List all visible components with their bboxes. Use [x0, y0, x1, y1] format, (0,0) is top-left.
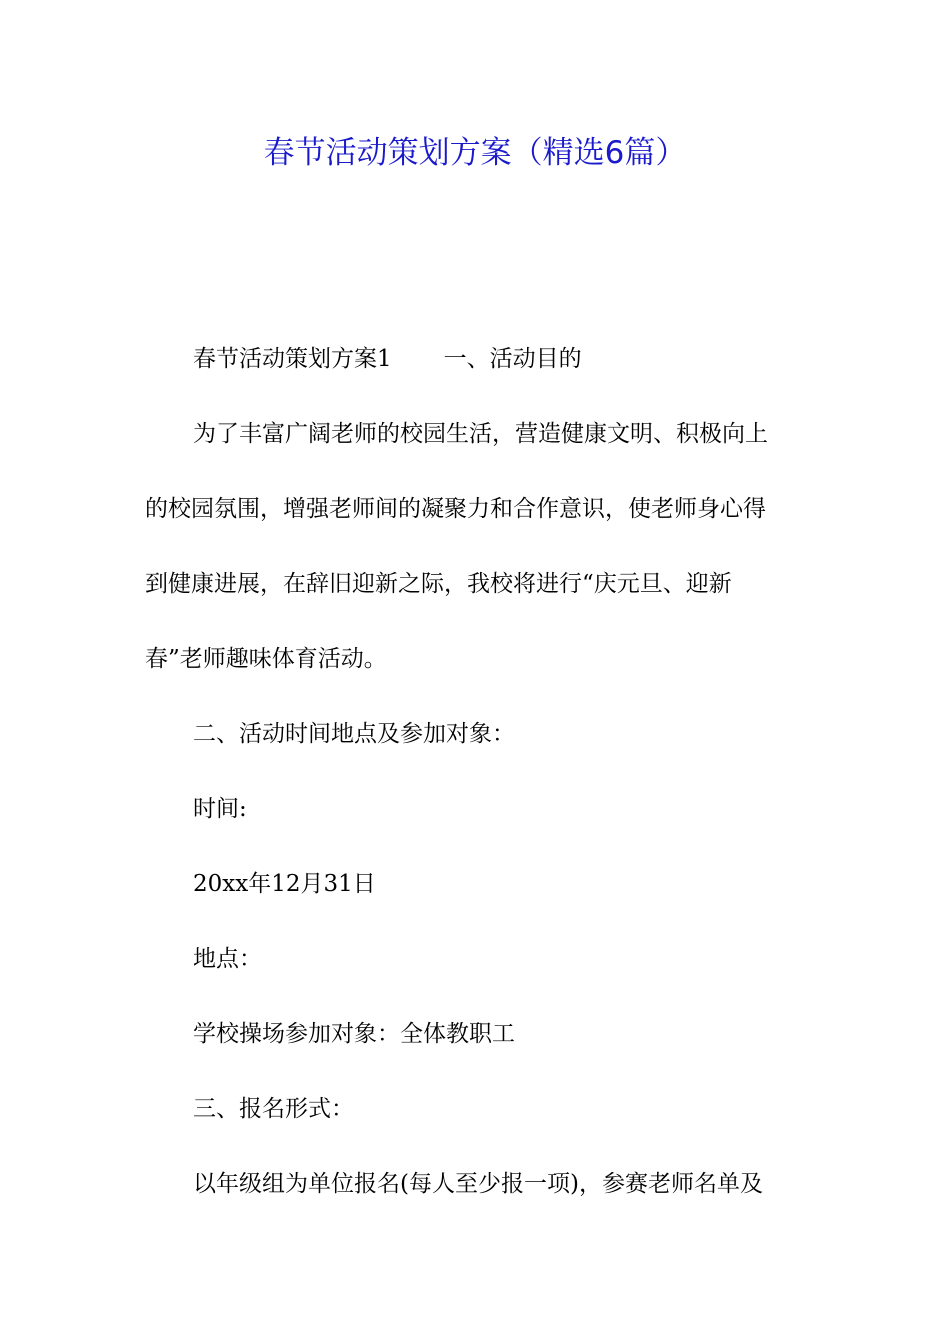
place-and-participants: 学校操场参加对象：全体教职工 — [193, 1021, 515, 1047]
event-date: 20xx年12月31日 — [193, 871, 376, 897]
paragraph-line-1: 为了丰富广阔老师的校园生活，营造健康文明、积极向上 — [193, 421, 768, 447]
signup-heading: 三、报名形式： — [193, 1096, 354, 1122]
time-place-heading: 二、活动时间地点及参加对象： — [193, 721, 515, 747]
time-label: 时间: — [193, 796, 247, 822]
document-title: 春节活动策划方案（精选6篇） — [263, 135, 687, 171]
section-heading-line — [193, 343, 582, 375]
paragraph-line-2: 的校园氛围，增强老师间的凝聚力和合作意识，使老师身心得 — [145, 496, 766, 522]
signup-text: 以年级组为单位报名(每人至少报一项)，参赛老师名单及 — [193, 1171, 763, 1197]
paragraph-line-4: 春”老师趣味体育活动。 — [145, 646, 387, 672]
place-label: 地点： — [193, 946, 262, 972]
goal-heading: 一、活动目的 — [443, 346, 582, 372]
section-heading: 春节活动策划方案1 — [193, 346, 392, 372]
paragraph-line-3: 到健康进展，在辞旧迎新之际，我校将进行“庆元旦、迎新 — [145, 571, 732, 597]
